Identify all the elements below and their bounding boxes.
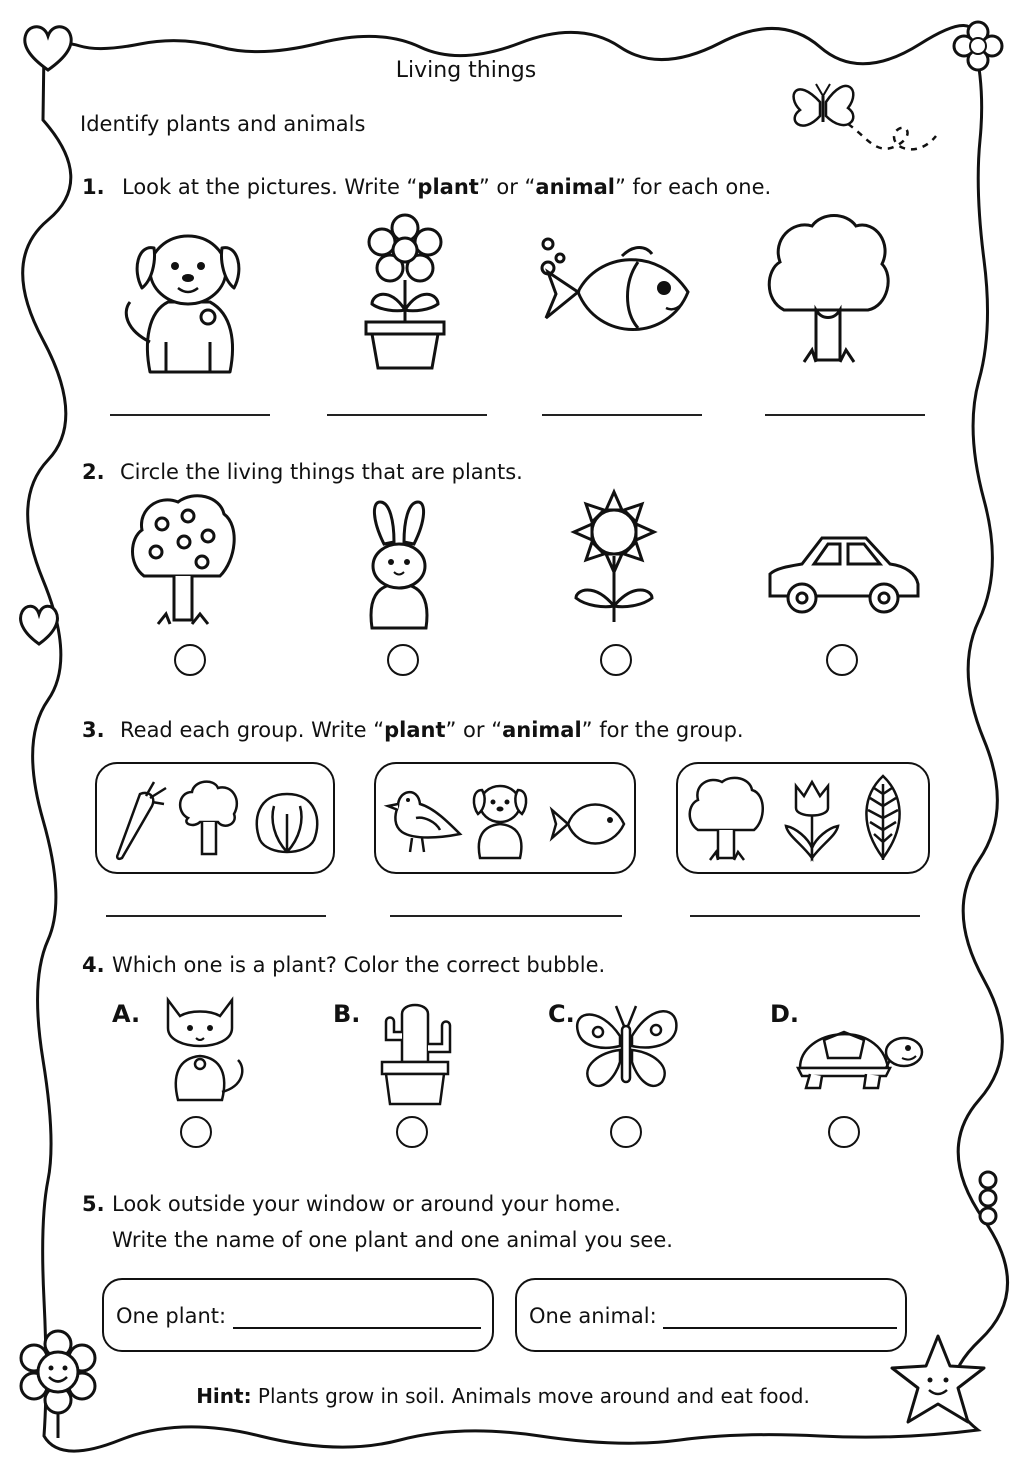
plant-write-line[interactable] bbox=[233, 1305, 481, 1329]
animal-answer-box[interactable] bbox=[515, 1278, 907, 1352]
animal-label: One animal: bbox=[529, 1304, 657, 1328]
answer-line[interactable] bbox=[390, 915, 622, 917]
question-number: 4. bbox=[82, 953, 105, 977]
answer-bubble[interactable] bbox=[174, 644, 206, 676]
answer-line[interactable] bbox=[110, 414, 270, 416]
broccoli-icon bbox=[174, 778, 244, 858]
option-b-bubble[interactable] bbox=[396, 1116, 428, 1148]
sunflower-icon bbox=[564, 486, 664, 626]
prompt-text: ” or “ bbox=[478, 175, 536, 199]
animal-write-line[interactable] bbox=[663, 1305, 897, 1329]
prompt-text: Look at the pictures. Write “ bbox=[122, 175, 418, 199]
animal-answer-row bbox=[529, 1304, 897, 1329]
prompt-text: Read each group. Write “ bbox=[120, 718, 385, 742]
fish-icon bbox=[538, 232, 700, 364]
flower-corner-icon bbox=[950, 18, 1006, 74]
flower-side-icon bbox=[970, 1168, 1006, 1228]
question-4-prompt bbox=[82, 953, 605, 978]
lettuce-icon bbox=[252, 790, 322, 858]
turtle-icon bbox=[790, 1014, 926, 1094]
tree-icon bbox=[686, 774, 766, 864]
butterfly-icon bbox=[570, 996, 682, 1096]
question-number: 3. bbox=[82, 718, 105, 742]
cactus-icon bbox=[370, 1000, 460, 1108]
puppy-icon bbox=[466, 778, 536, 860]
answer-line[interactable] bbox=[106, 915, 326, 917]
question-5-prompt bbox=[82, 1192, 621, 1217]
option-letter-a: A. bbox=[112, 1000, 141, 1028]
question-2-prompt bbox=[82, 460, 523, 485]
option-letter-b: B. bbox=[333, 1000, 361, 1028]
question-5-line2: Write the name of one plant and one animal you see. bbox=[112, 1228, 673, 1252]
hint-label: Hint: bbox=[196, 1384, 252, 1408]
answer-line[interactable] bbox=[327, 414, 487, 416]
keyword-animal: animal bbox=[535, 175, 615, 199]
keyword-animal: animal bbox=[502, 718, 582, 742]
answer-line[interactable] bbox=[690, 915, 920, 917]
prompt-text: ” for each one. bbox=[614, 175, 772, 199]
question-3-prompt bbox=[82, 718, 744, 743]
heart-side-icon bbox=[18, 600, 60, 648]
prompt-text: Circle the living things that are plants. bbox=[120, 460, 523, 484]
question-1-prompt bbox=[82, 175, 771, 200]
smiling-star-icon bbox=[888, 1332, 988, 1428]
page-title: Living things bbox=[395, 58, 537, 83]
apple-tree-icon bbox=[128, 490, 238, 630]
page-subtitle: Identify plants and animals bbox=[80, 112, 366, 136]
question-number: 1. bbox=[82, 175, 105, 199]
plant-label: One plant: bbox=[116, 1304, 227, 1328]
bird-icon bbox=[384, 782, 462, 854]
question-number: 5. bbox=[82, 1192, 105, 1216]
hint-text: Plants grow in soil. Animals move around and eat food. bbox=[251, 1384, 810, 1408]
answer-bubble[interactable] bbox=[826, 644, 858, 676]
cat-icon bbox=[160, 996, 250, 1104]
prompt-text: Which one is a plant? Color the correct bubble. bbox=[112, 953, 606, 977]
plant-answer-box[interactable] bbox=[102, 1278, 494, 1352]
option-c-bubble[interactable] bbox=[610, 1116, 642, 1148]
option-letter-c: C. bbox=[548, 1000, 575, 1028]
dog-icon bbox=[120, 222, 250, 374]
answer-line[interactable] bbox=[542, 414, 702, 416]
tulip-icon bbox=[782, 778, 842, 862]
prompt-text: ” for the group. bbox=[581, 718, 744, 742]
carrot-icon bbox=[110, 780, 170, 862]
car-icon bbox=[766, 530, 922, 616]
keyword-plant: plant bbox=[384, 718, 446, 742]
potted-flower-icon bbox=[360, 214, 450, 372]
option-letter-d: D. bbox=[770, 1000, 800, 1028]
tree-icon bbox=[764, 210, 892, 370]
fish-icon bbox=[548, 792, 628, 856]
keyword-plant: plant bbox=[417, 175, 479, 199]
hint bbox=[0, 1384, 1006, 1408]
fern-icon bbox=[852, 774, 914, 862]
question-number: 2. bbox=[82, 460, 105, 484]
plant-answer-row bbox=[116, 1304, 481, 1329]
option-a-bubble[interactable] bbox=[180, 1116, 212, 1148]
answer-bubble[interactable] bbox=[600, 644, 632, 676]
answer-line[interactable] bbox=[765, 414, 925, 416]
prompt-text: Look outside your window or around your home. bbox=[112, 1192, 621, 1216]
answer-bubble[interactable] bbox=[387, 644, 419, 676]
option-d-bubble[interactable] bbox=[828, 1116, 860, 1148]
bunny-icon bbox=[358, 500, 440, 632]
prompt-text: ” or “ bbox=[445, 718, 503, 742]
